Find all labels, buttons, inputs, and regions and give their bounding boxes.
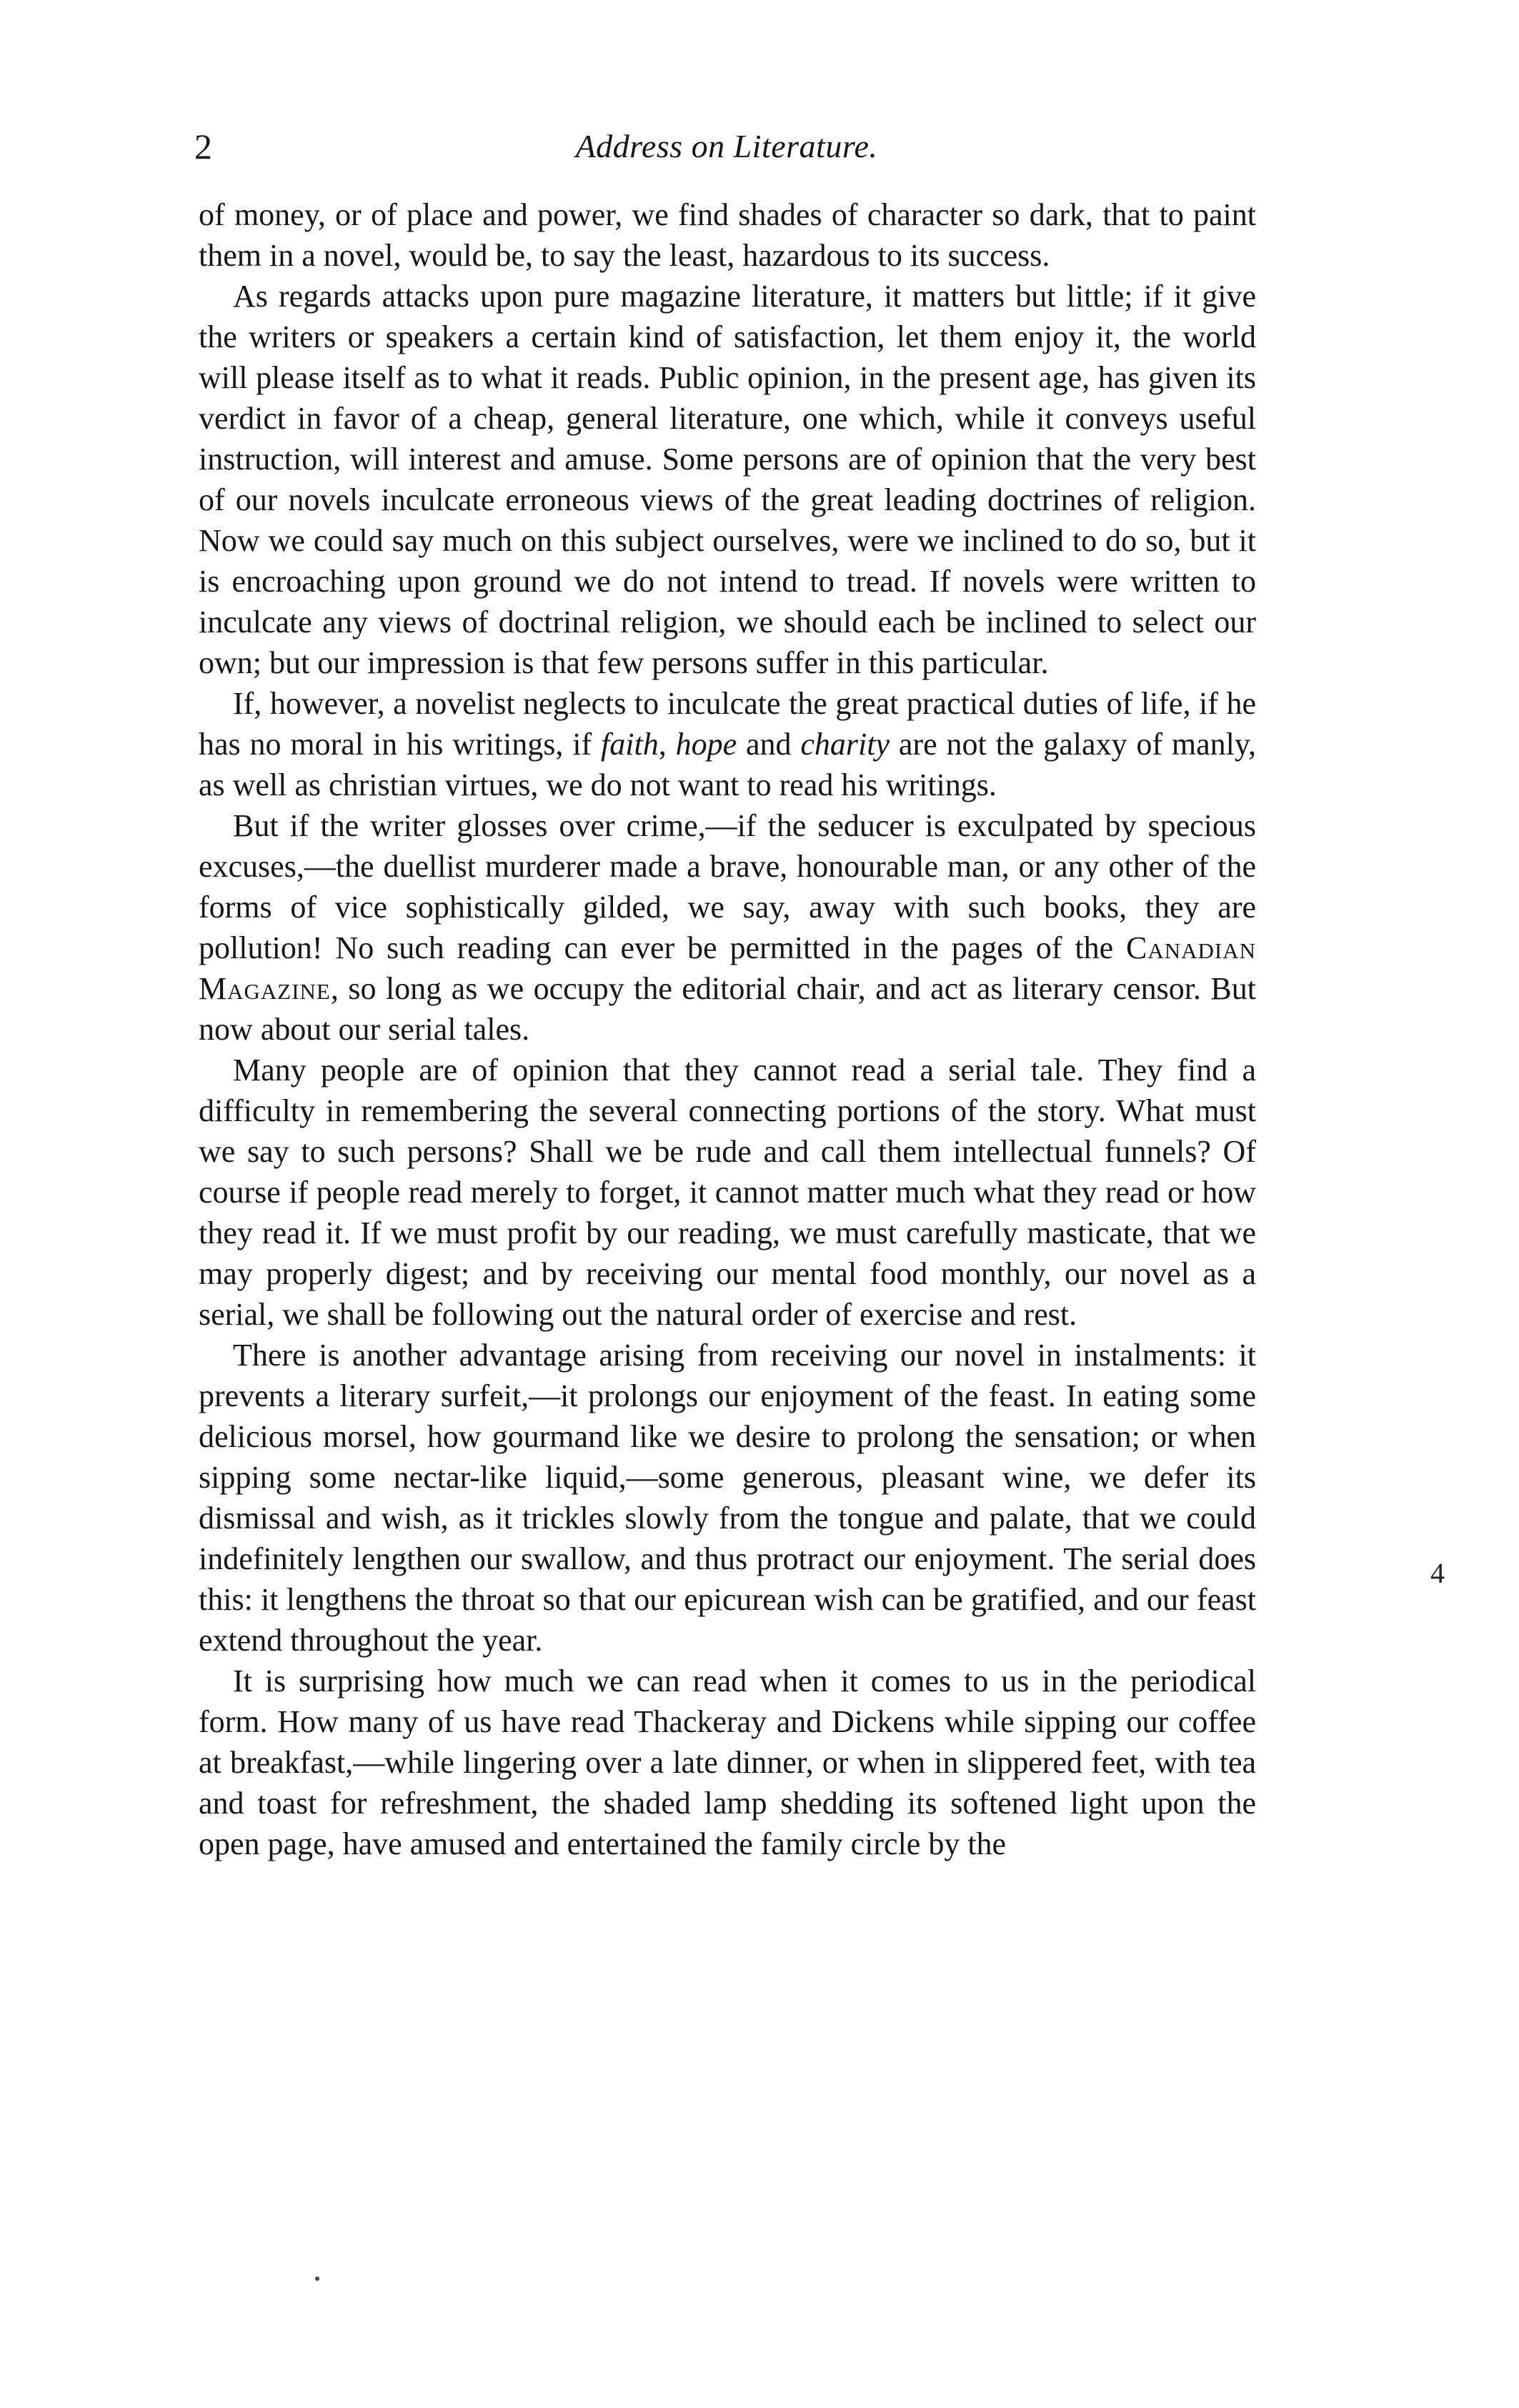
italic-faith: faith bbox=[601, 727, 659, 762]
italic-hope: hope bbox=[675, 727, 737, 762]
paragraph-3-text-d: are not the galaxy of manly, as well as christian virtues, we do not want to read his writings. bbox=[199, 727, 1257, 802]
paragraph-2: As regards attacks upon pure magazine literature, it matters but little; if it give the writers or speakers a certain kind of satisfaction, let them enjoy it, the world will please itself as to what it reads. Public opinion, in the present age, has given its verdict in favor of a cheap, general literature, one which, while it conveys useful instruction, will interest and amuse. Some persons are of opinion that the very best of our novels inculcate erroneous views of the great leading doctrines of religion. Now we could say much on this subject ourselves, were we inclined to do so, but it is encroaching upon ground we do not intend to tread. If novels were written to inculcate any views of doctrinal religion, we should each be inclined to select our own; but our impression is that few persons suffer in this particular. bbox=[199, 279, 1256, 680]
running-title: Address on Literature. bbox=[575, 128, 878, 164]
paragraph-3 bbox=[199, 683, 1256, 805]
paragraph-4-text-b: , so long as we occupy the editorial chair, and act as literary censor. But now about our serial tales. bbox=[199, 971, 1256, 1047]
running-head bbox=[194, 121, 1259, 171]
magazine-name: Canadian Magazine bbox=[199, 930, 1256, 1006]
paragraph-1: of money, or of place and power, we find shades of character so dark, that to paint them in a novel, would be, to say the least, hazardous to its success. bbox=[199, 197, 1256, 273]
paragraph-3-text-b: , bbox=[658, 727, 676, 762]
margin-mark: 4 bbox=[1430, 1557, 1445, 1589]
paragraph-6: There is another advantage arising from receiving our novel in instalments: it prevents a literary surfeit,—it prolongs our enjoyment of the feast. In eating some delicious morsel, how gourmand like we desire to prolong the sensation; or when sipping some nectar-like liquid,—some generous, pleasant wine, we defer its dismissal and wish, as it trickles slowly from the tongue and palate, that we could indefinitely lengthen our swallow, and thus protract our enjoyment. The serial does this: it lengthens the throat so that our epicurean wish can be gratified, and our feast extend throughout the year. bbox=[199, 1338, 1256, 1658]
paragraph-4-text-a: But if the writer glosses over crime,—if the seducer is exculpated by specious excuses,—the duellist murderer made a brave, honourable man, or any other of the forms of vice sophistically gilded, we say, away with such books, they are pollution! No such reading can ever be permitted in the pages of the bbox=[199, 808, 1256, 965]
paragraph-7: It is surprising how much we can read when it comes to us in the periodical form. How many of us have read Thackeray and Dickens while sipping our coffee at breakfast,—while lingering over a late dinner, or when in slippered feet, with tea and toast for refreshment, the shaded lamp shedding its softened light upon the open page, have amused and entertained the family circle by the bbox=[199, 1663, 1256, 1861]
paragraph-3-text-a: If, however, a novelist neglects to inculcate the great practical duties of life, if he has no moral in his writings, if bbox=[199, 686, 1256, 762]
stray-ink-dot bbox=[315, 2277, 319, 2281]
body-text bbox=[199, 194, 1256, 1864]
paragraph-5: Many people are of opinion that they cannot read a serial tale. They find a difficulty in remembering the several connecting portions of the story. What must we say to such persons? Shall we be rude and call them intellectual funnels? Of course if people read merely to forget, it cannot matter much what they read or how they read it. If we must profit by our reading, we must carefully masticate, that we may properly digest; and by receiving our mental food monthly, our novel as a serial, we shall be following out the natural order of exercise and rest. bbox=[199, 1053, 1256, 1332]
italic-charity: charity bbox=[800, 727, 890, 762]
paragraph-4 bbox=[199, 805, 1256, 1050]
paragraph-3-text-c: and bbox=[737, 727, 801, 762]
page-number: 2 bbox=[194, 126, 212, 166]
